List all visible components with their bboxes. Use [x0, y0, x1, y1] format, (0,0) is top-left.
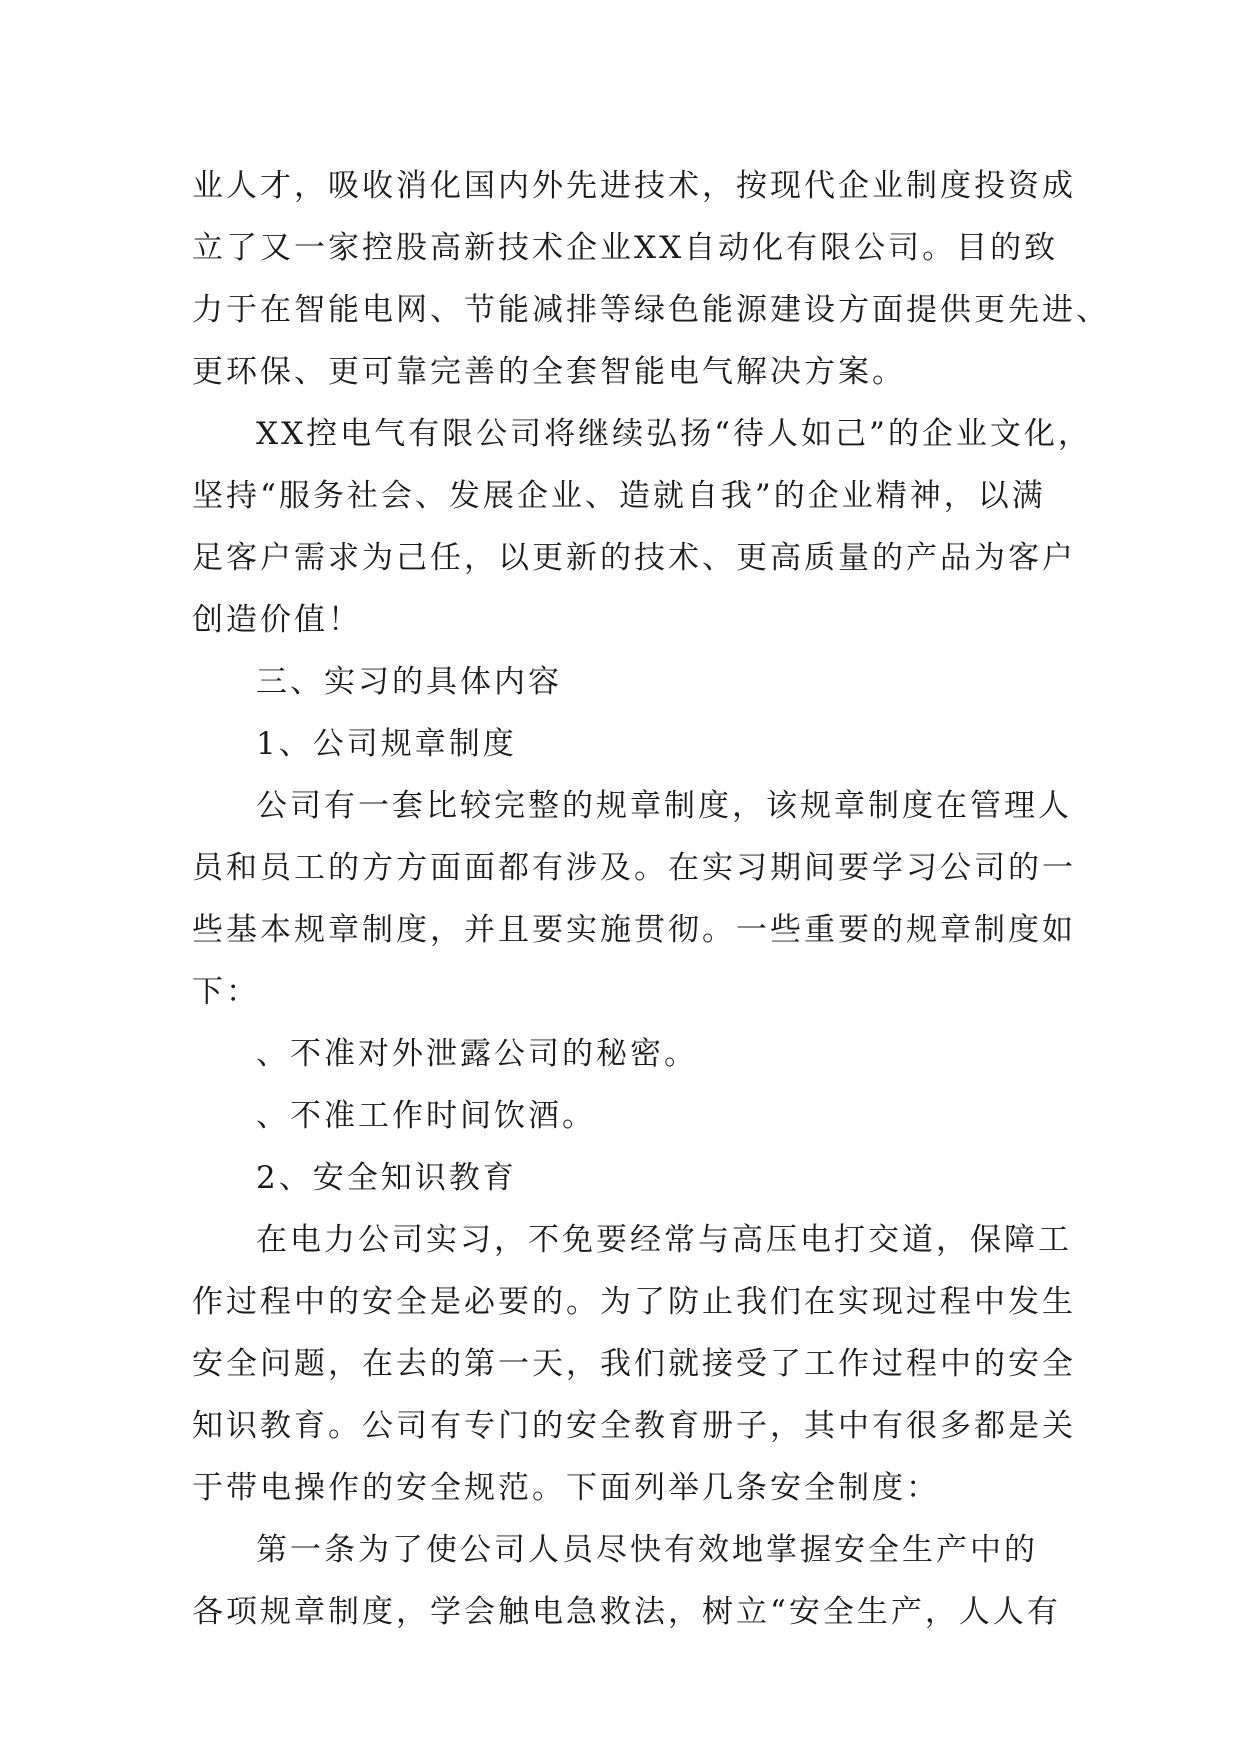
text-line: 更环保、更可靠完善的全套智能电气解决方案。 [192, 354, 906, 390]
list-item: 、不准工作时间饮酒。 [256, 1098, 596, 1134]
text-line: 知识教育。公司有专门的安全教育册子，其中有很多都是关 [192, 1408, 1076, 1444]
text-line: 业人才，吸收消化国内外先进技术，按现代企业制度投资成 [192, 168, 1076, 204]
section-heading: 三、实习的具体内容 [256, 664, 562, 700]
text-line: 些基本规章制度，并且要实施贯彻。一些重要的规章制度如 [192, 912, 1076, 948]
paragraph-first-line: XX控电气有限公司将继续弘扬“待人如己”的企业文化， [256, 416, 1092, 452]
paragraph-first-line: 第一条为了使公司人员尽快有效地掌握安全生产中的 [256, 1532, 1038, 1568]
paragraph-first-line: 公司有一套比较完整的规章制度，该规章制度在管理人 [256, 788, 1072, 824]
text-line: 下： [192, 974, 260, 1010]
text-line: 创造价值！ [192, 602, 362, 638]
text-line: 坚持“服务社会、发展企业、造就自我”的企业精神，以满 [192, 478, 1046, 514]
text-line: 安全问题，在去的第一天，我们就接受了工作过程中的安全 [192, 1346, 1076, 1382]
text-line: 员和员工的方方面面都有涉及。在实习期间要学习公司的一 [192, 850, 1076, 886]
text-line: 各项规章制度，学会触电急救法，树立“安全生产，人人有 [192, 1594, 1061, 1630]
list-item: 、不准对外泄露公司的秘密。 [256, 1036, 698, 1072]
text-line: 于带电操作的安全规范。下面列举几条安全制度： [192, 1470, 940, 1506]
document-body [192, 155, 1110, 1643]
text-line: 作过程中的安全是必要的。为了防止我们在实现过程中发生 [192, 1284, 1076, 1320]
text-line: 立了又一家控股高新技术企业XX自动化有限公司。目的致 [192, 230, 1059, 266]
text-line: 力于在智能电网、节能减排等绿色能源建设方面提供更先进、 [192, 292, 1110, 328]
paragraph-first-line: 在电力公司实习，不免要经常与高压电打交道，保障工 [256, 1222, 1072, 1258]
subsection-heading: 1、公司规章制度 [256, 726, 517, 762]
text-line: 足客户需求为己任，以更新的技术、更高质量的产品为客户 [192, 540, 1076, 576]
subsection-heading: 2、安全知识教育 [256, 1160, 517, 1196]
